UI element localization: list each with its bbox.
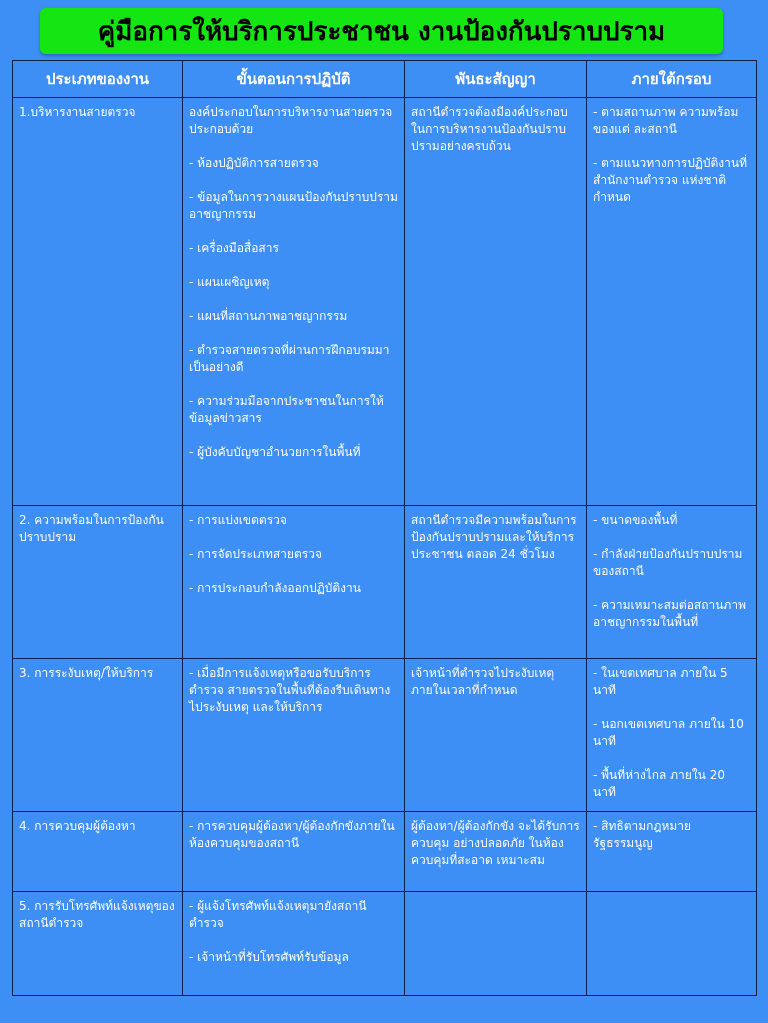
title-banner (40, 8, 723, 54)
procedure-item: - แผนเผชิญเหตุ (189, 275, 270, 289)
cell-procedure (183, 98, 405, 506)
framework-item: - ตามสถานภาพ ความพร้อมของแต่ ละสถานี (593, 105, 739, 136)
procedure-item: องค์ประกอบในการบริหารงานสายตรวจประกอบด้วย (189, 105, 393, 136)
procedure-item: - การประกอบกำลังออกปฏิบัติงาน (189, 581, 361, 596)
procedure-item: - เมื่อมีการแจ้งเหตุหรือขอรับบริการ ตำรวจ สายตรวจในพื้นที่ต้องรีบเดินทางไประงับเหตุ และให้บริการ (189, 666, 391, 715)
header-row (13, 61, 757, 98)
commitment-text: เจ้าหน้าที่ตำรวจไประงับเหตุภายในเวลาที่กำหนด (411, 666, 555, 698)
cell-framework (587, 812, 757, 892)
commitment-text: สถานีตำรวจต้องมีองค์ประกอบในการบริหารงานป้องกันปราบปรามอย่างครบถ้วน (411, 105, 568, 153)
cell-work-type (13, 891, 183, 995)
procedure-item: - การจัดประเภทสายตรวจ (189, 547, 322, 562)
framework-item: - กำลังฝ่ายป้องกันปราบปรามของสถานี (593, 547, 743, 579)
procedure-item: - ตำรวจสายตรวจที่ผ่านการฝึกอบรมมาเป็นอย่างดี (189, 343, 390, 374)
framework-item: - พื้นที่ห่างไกล ภายใน 20 นาที (593, 768, 725, 800)
framework-item: - สิทธิตามกฎหมายรัฐธรรมนูญ (593, 819, 692, 851)
header-procedure: ขั้นตอนการปฏิบัติ (183, 61, 405, 98)
procedure-item: - ข้อมูลในการวางแผนป้องกันปราบปรามอาชญากรรม (189, 190, 398, 221)
framework-item: - ความเหมาะสมต่อสถานภาพ อาชญากรรมในพื้นที่ (593, 598, 746, 630)
procedure-item: - ความร่วมมือจากประชาชนในการให้ข้อมูลข่าวสาร (189, 394, 384, 425)
commitment-text: ผู้ต้องหา/ผู้ต้องกักขัง จะได้รับการควบคุม อย่างปลอดภัย ในห้องควบคุมที่สะอาด เหมาะสม (411, 819, 580, 868)
procedure-item: - เครื่องมือสื่อสาร (189, 241, 279, 255)
work-type-text: 4. การควบคุมผู้ต้องหา (19, 819, 136, 834)
procedure-item: - แผนที่สถานภาพอาชญากรรม (189, 309, 348, 323)
header-commitment: พันธะสัญญา (405, 61, 587, 98)
procedure-item: - การควบคุมผู้ต้องหา/ผู้ต้องกักขังภายใน ห้องควบคุมของสถานี (189, 819, 395, 851)
procedure-item: - เจ้าหน้าที่รับโทรศัพท์รับข้อมูล (189, 949, 349, 964)
framework-item: - ตามแนวทางการปฏิบัติงานที่ สำนักงานตำรวจ แห่งชาติกำหนด (593, 156, 748, 204)
cell-procedure (183, 506, 405, 659)
table-row (13, 98, 757, 506)
cell-procedure (183, 659, 405, 812)
cell-framework (587, 98, 757, 506)
work-type-text: 5. การรับโทรศัพท์แจ้งเหตุของสถานีตำรวจ (19, 898, 175, 930)
cell-procedure (183, 891, 405, 995)
table-row (13, 506, 757, 659)
cell-commitment (405, 659, 587, 812)
cell-procedure (183, 812, 405, 892)
table-row (13, 659, 757, 812)
framework-item: - ขนาดของพื้นที่ (593, 513, 678, 528)
cell-framework (587, 659, 757, 812)
procedure-item: - การแบ่งเขตตรวจ (189, 513, 287, 528)
framework-item: - ในเขตเทศบาล ภายใน 5 นาที (593, 666, 728, 698)
page-title: คู่มือการให้บริการประชาชน งานป้องกันปราบปราม (97, 16, 666, 47)
service-manual-table (12, 60, 757, 996)
cell-framework (587, 891, 757, 995)
table-row (13, 812, 757, 892)
work-type-text: 3. การระงับเหตุ/ให้บริการ (19, 666, 154, 681)
cell-work-type (13, 506, 183, 659)
cell-work-type (13, 98, 183, 506)
cell-work-type (13, 659, 183, 812)
cell-commitment (405, 98, 587, 506)
procedure-item: - ผู้แจ้งโทรศัพท์แจ้งเหตุมายังสถานีตำรวจ (189, 898, 367, 930)
cell-commitment (405, 812, 587, 892)
procedure-item: - ผู้บังคับบัญชาอำนวยการในพื้นที่ (189, 445, 361, 459)
framework-item: - นอกเขตเทศบาล ภายใน 10 นาที (593, 717, 744, 749)
cell-framework (587, 506, 757, 659)
cell-commitment (405, 506, 587, 659)
header-work-type: ประเภทของงาน (13, 61, 183, 98)
procedure-item: - ห้องปฏิบัติการสายตรวจ (189, 156, 319, 170)
work-type-text: 2. ความพร้อมในการป้องกันปราบปราม (19, 513, 164, 545)
cell-commitment (405, 891, 587, 995)
cell-work-type (13, 812, 183, 892)
work-type-text: 1.บริหารงานสายตรวจ (19, 105, 136, 119)
commitment-text: สถานีตำรวจมีความพร้อมในการป้องกันปราบปรามและให้บริการประชาชน ตลอด 24 ชั่วโมง (411, 513, 577, 562)
header-framework: ภายใต้กรอบ (587, 61, 757, 98)
table-row (13, 891, 757, 995)
